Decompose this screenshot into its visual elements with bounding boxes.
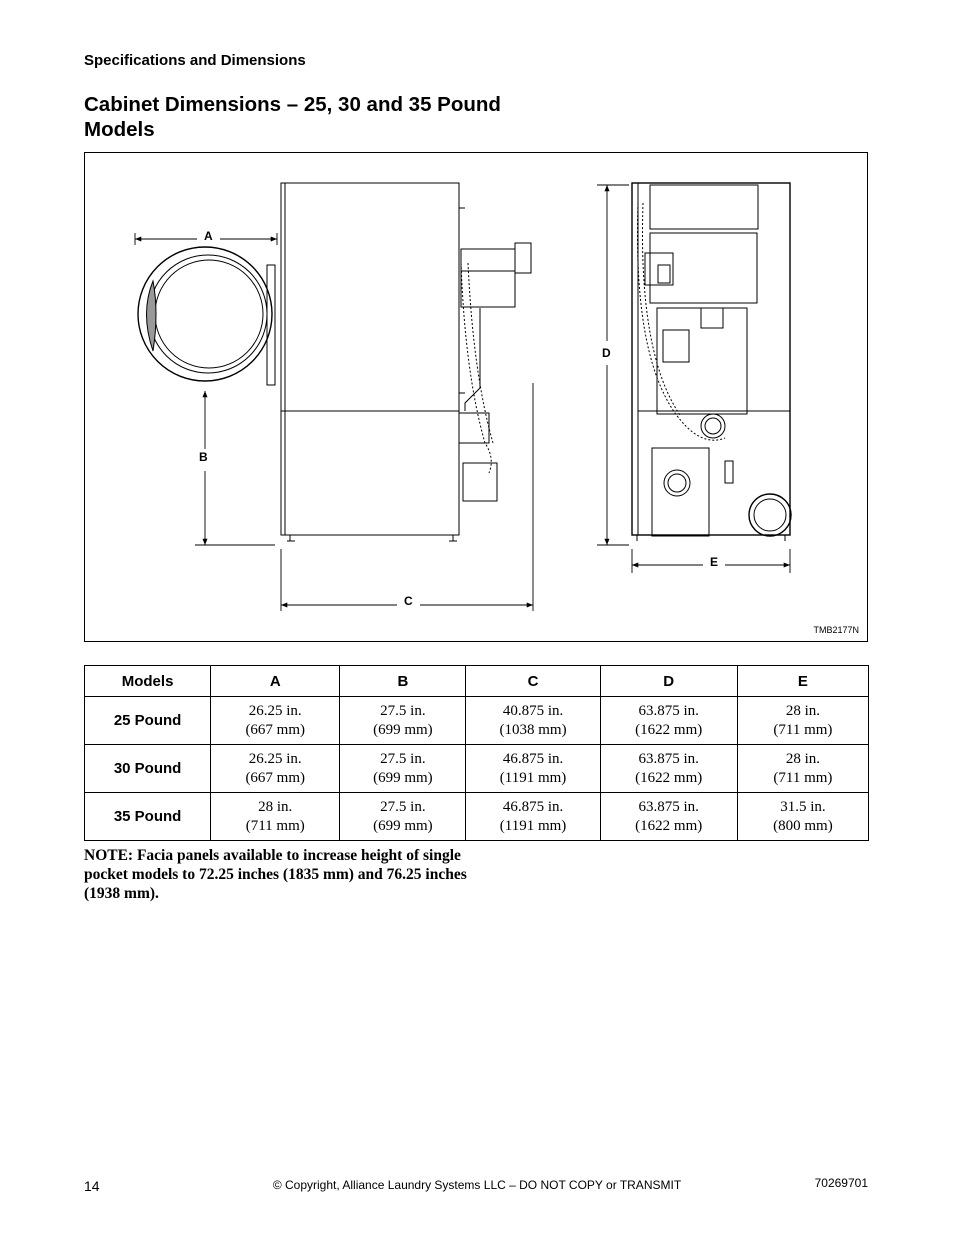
value-cell: 27.5 in. (699 mm) [340,697,466,745]
value-cell: 46.875 in. (1191 mm) [466,793,600,841]
dimensions-table [84,665,869,841]
model-cell: 25 Pound [85,697,211,745]
page-number: 14 [84,1178,100,1194]
value-cell: 28 in. (711 mm) [211,793,340,841]
header-models: Models [85,666,211,697]
door-side-view [138,247,275,385]
cabinet-side-view [281,183,465,541]
header-d: D [600,666,737,697]
table-header-row [85,666,869,697]
table-row [85,793,869,841]
dimension-label-d: D [602,346,611,360]
value-cell: 63.875 in. (1622 mm) [600,697,737,745]
dryer-drawing [85,153,869,643]
model-cell: 30 Pound [85,745,211,793]
value-cell: 27.5 in. (699 mm) [340,793,466,841]
value-cell: 31.5 in. (800 mm) [737,793,868,841]
table-row [85,745,869,793]
dimension-label-e: E [710,555,719,569]
dimension-figure [84,152,868,642]
value-cell: 27.5 in. (699 mm) [340,745,466,793]
value-cell: 63.875 in. (1622 mm) [600,793,737,841]
dimension-label-c: C [404,594,413,608]
rear-components-side [459,243,531,501]
value-cell: 26.25 in. (667 mm) [211,745,340,793]
header-a: A [211,666,340,697]
value-cell: 40.875 in. (1038 mm) [466,697,600,745]
header-b: B [340,666,466,697]
header-e: E [737,666,868,697]
value-cell: 28 in. (711 mm) [737,697,868,745]
page-title: Cabinet Dimensions – 25, 30 and 35 Pound Models [84,93,501,141]
value-cell: 26.25 in. (667 mm) [211,697,340,745]
header-c: C [466,666,600,697]
figure-code: TMB2177N [813,625,859,635]
model-cell: 35 Pound [85,793,211,841]
dimension-label-b: B [199,450,208,464]
cabinet-rear-view [632,183,791,541]
document-number: 70269701 [814,1176,868,1190]
dimension-label-a: A [204,229,213,243]
value-cell: 28 in. (711 mm) [737,745,868,793]
section-label: Specifications and Dimensions [84,52,306,69]
copyright-notice: © Copyright, Alliance Laundry Systems LLC – DO NOT COPY or TRANSMIT [272,1178,682,1192]
facia-note: NOTE: Facia panels available to increase height of single pocket models to 72.25 inches (1835 mm) and 76.25 inches (1938 mm). [84,847,467,902]
table-row [85,697,869,745]
value-cell: 63.875 in. (1622 mm) [600,745,737,793]
value-cell: 46.875 in. (1191 mm) [466,745,600,793]
